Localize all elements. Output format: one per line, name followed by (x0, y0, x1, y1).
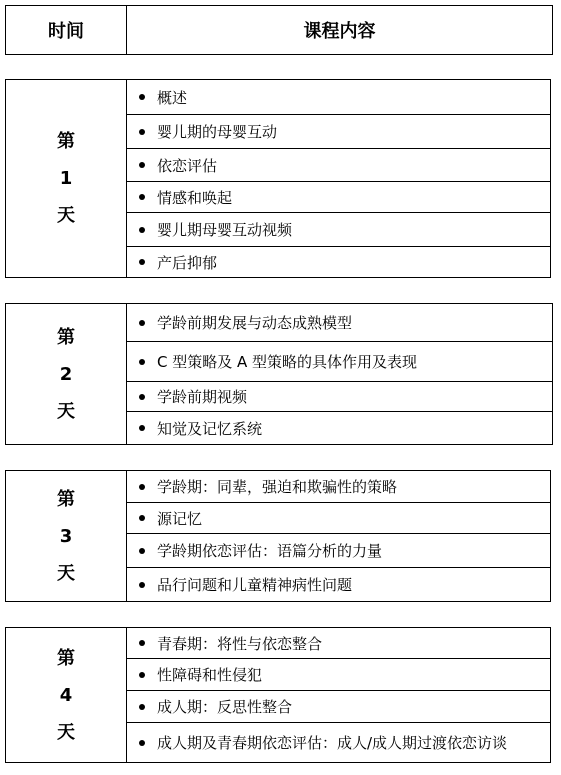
bullet-icon (139, 425, 145, 431)
day-label-prefix: 第 (57, 131, 75, 152)
bullet-icon (139, 672, 145, 678)
day-label-number: 1 (59, 168, 73, 189)
list-item: 学龄期：同辈，强迫和欺骗性的策略 (127, 471, 551, 503)
bullet-icon (139, 484, 145, 490)
day-label-number: 4 (59, 684, 73, 706)
list-item: 青春期：将性与依恋整合 (127, 628, 551, 659)
day-label-prefix: 第 (57, 488, 75, 510)
day-1-label (6, 80, 127, 278)
bullet-icon (139, 515, 145, 521)
list-item: 概述 (127, 80, 551, 115)
day-label-prefix: 第 (57, 647, 75, 669)
list-item: 性障碍和性侵犯 (127, 659, 551, 691)
day-2-table (5, 303, 553, 445)
day-label-number: 2 (59, 363, 73, 385)
bullet-icon (139, 320, 145, 326)
list-item: 学龄期依恋评估：语篇分析的力量 (127, 534, 551, 568)
bullet-icon (139, 394, 145, 400)
bullet-icon (139, 227, 145, 233)
day-4-table (5, 627, 551, 763)
bullet-icon (139, 740, 145, 746)
bullet-icon (139, 94, 145, 100)
list-item: 学龄前期视频 (127, 382, 553, 412)
header-time: 时间 (6, 6, 127, 55)
list-item: 成人期：反思性整合 (127, 691, 551, 723)
bullet-icon (139, 582, 145, 588)
list-item: 成人期及青春期依恋评估：成人/成人期过渡依恋访谈 (127, 723, 551, 763)
list-item: 知觉及记忆系统 (127, 412, 553, 445)
bullet-icon (139, 129, 145, 135)
bullet-icon (139, 162, 145, 168)
day-label-suffix: 天 (57, 721, 75, 743)
day-3-table (5, 470, 551, 602)
day-label-number: 3 (59, 525, 73, 547)
list-item: 品行问题和儿童精神病性问题 (127, 568, 551, 602)
bullet-icon (139, 194, 145, 200)
list-item: 情感和唤起 (127, 182, 551, 213)
bullet-icon (139, 704, 145, 710)
day-4-label (6, 628, 127, 763)
bullet-icon (139, 359, 145, 365)
list-item: 源记忆 (127, 503, 551, 534)
list-item: 依恋评估 (127, 149, 551, 182)
day-label-suffix: 天 (57, 562, 75, 584)
day-2-label (6, 304, 127, 445)
day-label-prefix: 第 (57, 326, 75, 348)
day-label-suffix: 天 (57, 400, 75, 422)
list-item: 婴儿期母婴互动视频 (127, 213, 551, 247)
day-1-table (5, 79, 551, 278)
schedule-header-table (5, 5, 553, 55)
header-content: 课程内容 (127, 6, 553, 55)
day-label-suffix: 天 (57, 205, 75, 226)
list-item: 婴儿期的母婴互动 (127, 115, 551, 149)
list-item: C 型策略及 A 型策略的具体作用及表现 (127, 342, 553, 382)
bullet-icon (139, 640, 145, 646)
day-3-label (6, 471, 127, 602)
bullet-icon (139, 259, 145, 265)
list-item: 学龄前期发展与动态成熟模型 (127, 304, 553, 342)
list-item: 产后抑郁 (127, 247, 551, 278)
bullet-icon (139, 548, 145, 554)
